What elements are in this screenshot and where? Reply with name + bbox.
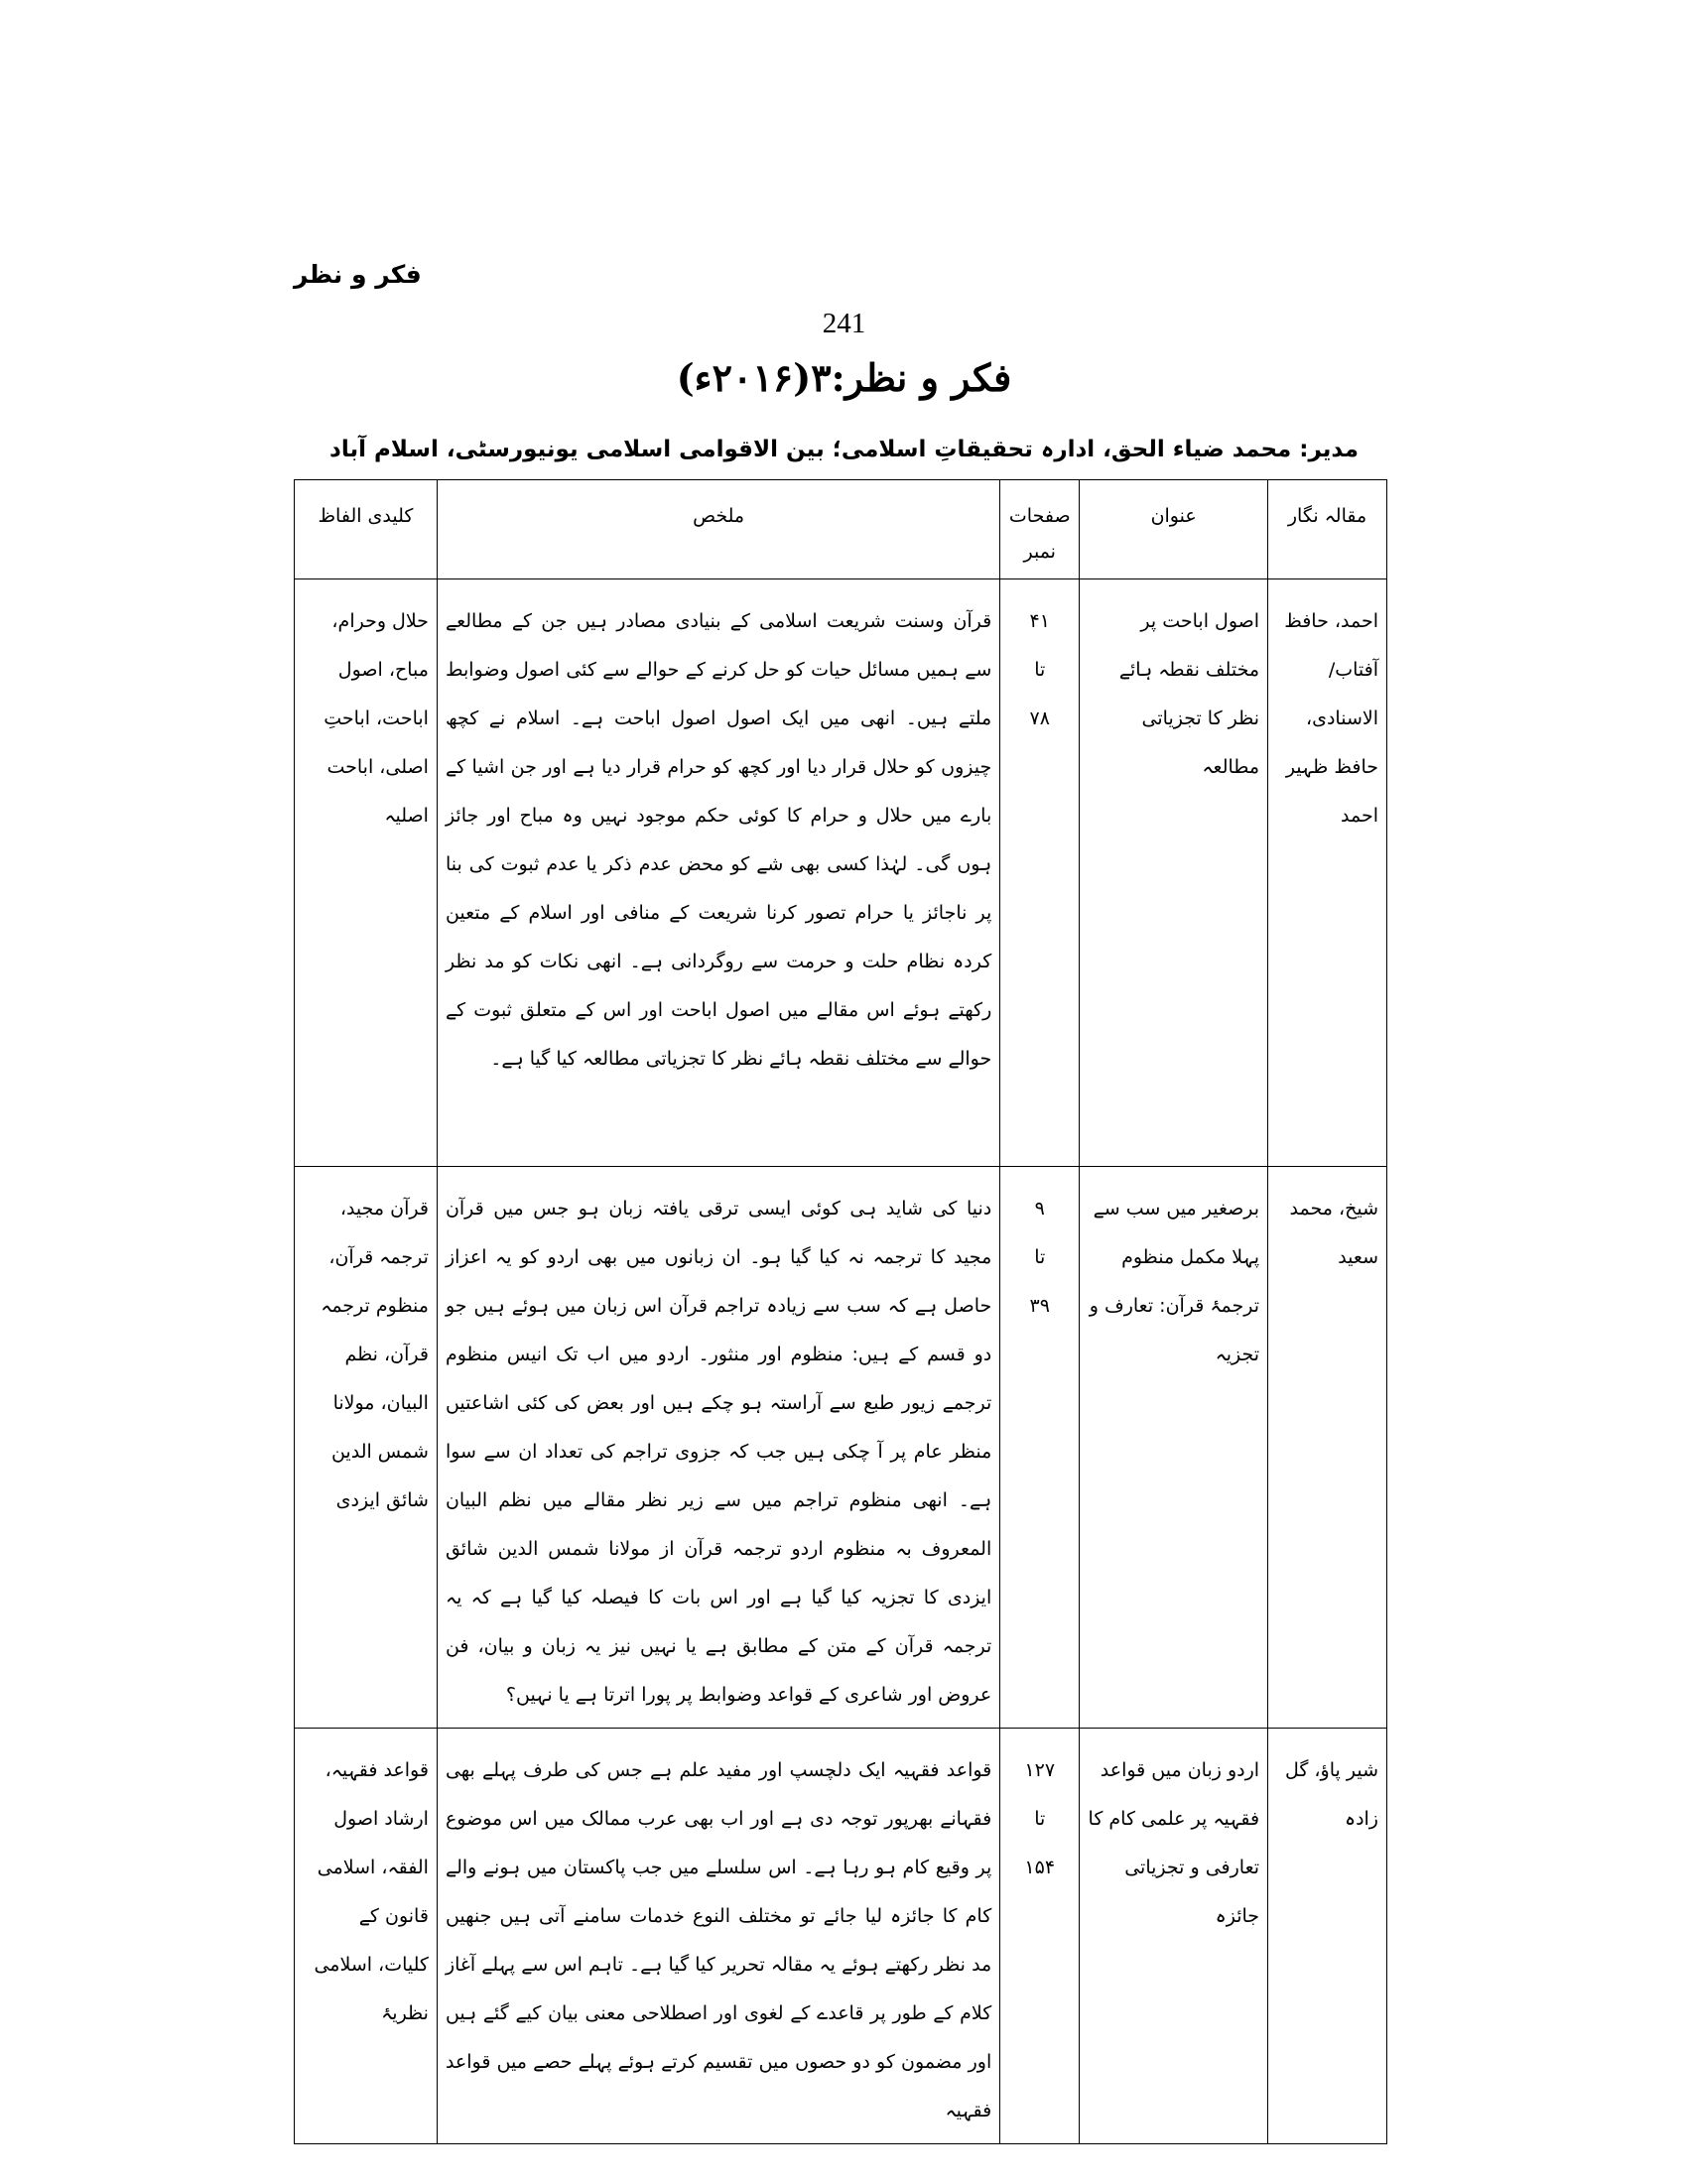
pages-from: ۴۱ <box>1029 610 1050 632</box>
cell-keywords: قرآن مجید، ترجمہ قرآن، منظوم ترجمہ قرآن، نظم البیان، مولانا شمس الدین شائق ایزدی <box>295 1167 438 1729</box>
table-row <box>295 1729 1387 2144</box>
pages-from: ۱۲۷ <box>1024 1759 1056 1781</box>
cell-pages <box>1000 579 1080 1167</box>
table-row <box>295 1167 1387 1729</box>
cell-pages <box>1000 1167 1080 1729</box>
pages-to: ۱۵۴ <box>1024 1857 1056 1878</box>
cell-title: اردو زبان میں قواعد فقہیہ پر علمی کام کا تعارفی و تجزیاتی جائزہ <box>1080 1729 1268 2144</box>
cell-keywords: قواعد فقہیہ، ارشاد اصول الفقہ، اسلامی قانون کے کلیات، اسلامی نظریۂ <box>295 1729 438 2144</box>
pages-separator: تا <box>1034 1246 1046 1268</box>
journal-title: فکر و نظر:۳(۲۰۱۶ء) <box>676 355 1012 400</box>
pages-to: ۳۹ <box>1029 1295 1050 1317</box>
running-head: فکر و نظر <box>294 260 422 289</box>
page-number: 241 <box>822 308 866 339</box>
pages-from: ۹ <box>1034 1198 1045 1220</box>
cell-author: شیخ، محمد سعید <box>1268 1167 1387 1729</box>
pages-separator: تا <box>1034 659 1046 681</box>
header-abstract: ملخص <box>437 480 999 579</box>
cell-abstract: دنیا کی شاید ہی کوئی ایسی ترقی یافتہ زبان ہو جس میں قرآن مجید کا ترجمہ نہ کیا گیا ہو۔ ان زبانوں میں بھی اردو کو یہ اعزاز حاصل ہے کہ سب سے زیادہ تراجم قرآن اس زبان میں ہوئے ہیں جو دو قسم کے ہیں: منظوم اور منثور۔ اردو میں اب تک انیس منظوم ترجمے زیور طبع سے آراستہ ہو چکے ہیں اور بعض کی کئی اشاعتیں منظر عام پر آ چکی ہیں جب کہ جزوی تراجم کی تعداد ان سے سوا ہے۔ انھی منظوم تراجم میں سے زیر نظر مقالے میں نظم البیان المعروف بہ منظوم اردو ترجمہ قرآن از مولانا شمس الدین شائق ایزدی کا تجزیہ کیا گیا ہے اور اس بات کا فیصلہ کیا گیا ہے کہ یہ ترجمہ قرآن کے متن کے مطابق ہے یا نہیں نیز یہ زبان و بیان، فن عروض اور شاعری کے قواعد وضوابط پر پورا اترتا ہے یا نہیں؟ <box>437 1167 999 1729</box>
cell-author: شیر پاؤ، گل زادہ <box>1268 1729 1387 2144</box>
cell-abstract: قواعد فقہیہ ایک دلچسپ اور مفید علم ہے جس کی طرف پہلے بھی فقہانے بھرپور توجہ دی ہے اور اب بھی عرب ممالک میں اس موضوع پر وقیع کام ہو رہا ہے۔ اس سلسلے میں جب پاکستان میں ہونے والے کام کا جائزہ لیا جائے تو مختلف النوع خدمات سامنے آتی ہیں جنھیں مد نظر رکھتے ہوئے یہ مقالہ تحریر کیا گیا ہے۔ تاہم اس سے پہلے آغاز کلام کے طور پر قاعدے کے لغوی اور اصطلاحی معنی بیان کیے گئے ہیں اور مضمون کو دو حصوں میں تقسیم کرتے ہوئے پہلے حصے میں قواعد فقہیہ <box>437 1729 999 2144</box>
editor-line: مدیر: محمد ضیاء الحق، ادارہ تحقیقاتِ اسلامی؛ بین الاقوامی اسلامی یونیورسٹی، اسلام آباد <box>329 437 1359 462</box>
cell-abstract: قرآن وسنت شریعت اسلامی کے بنیادی مصادر ہیں جن کے مطالعے سے ہمیں مسائل حیات کو حل کرنے کے حوالے سے کئی اصول وضوابط ملتے ہیں۔ انھی میں ایک اصول اصول اباحت ہے۔ اسلام نے کچھ چیزوں کو حلال قرار دیا اور کچھ کو حرام قرار دیا ہے اور جن اشیا کے بارے میں حلال و حرام کا کوئی حکم موجود نہیں وہ مباح اور جائز ہوں گی۔ لہٰذا کسی بھی شے کو محض عدم ذکر یا عدم ثبوت کی بنا پر ناجائز یا حرام تصور کرنا شریعت کے منافی اور اسلام کے متعین کردہ نظام حلت و حرمت سے روگردانی ہے۔ انھی نکات کو مد نظر رکھتے ہوئے اس مقالے میں اصول اباحت اور اس کے متعلق ثبوت کے حوالے سے مختلف نقطہ ہائے نظر کا تجزیاتی مطالعہ کیا گیا ہے۔ <box>437 579 999 1167</box>
cell-title: اصول اباحت پر مختلف نقطہ ہائے نظر کا تجزیاتی مطالعہ <box>1080 579 1268 1167</box>
cell-pages <box>1000 1729 1080 2144</box>
header-title: عنوان <box>1080 480 1268 579</box>
header-author: مقالہ نگار <box>1268 480 1387 579</box>
article-table <box>294 479 1387 2144</box>
header-pages: صفحات نمبر <box>1000 480 1080 579</box>
header-keywords: کلیدی الفاظ <box>295 480 438 579</box>
cell-title: برصغیر میں سب سے پہلا مکمل منظوم ترجمۂ قرآن: تعارف و تجزیہ <box>1080 1167 1268 1729</box>
cell-keywords: حلال وحرام، مباح، اصول اباحت، اباحتِ اصلی، اباحت اصلیہ <box>295 579 438 1167</box>
pages-to: ۷۸ <box>1029 707 1050 729</box>
pages-separator: تا <box>1034 1808 1046 1830</box>
table-row <box>295 579 1387 1167</box>
cell-author: احمد، حافظ آفتاب/ الاسنادی، حافظ ظہیر احمد <box>1268 579 1387 1167</box>
table-header-row <box>295 480 1387 579</box>
